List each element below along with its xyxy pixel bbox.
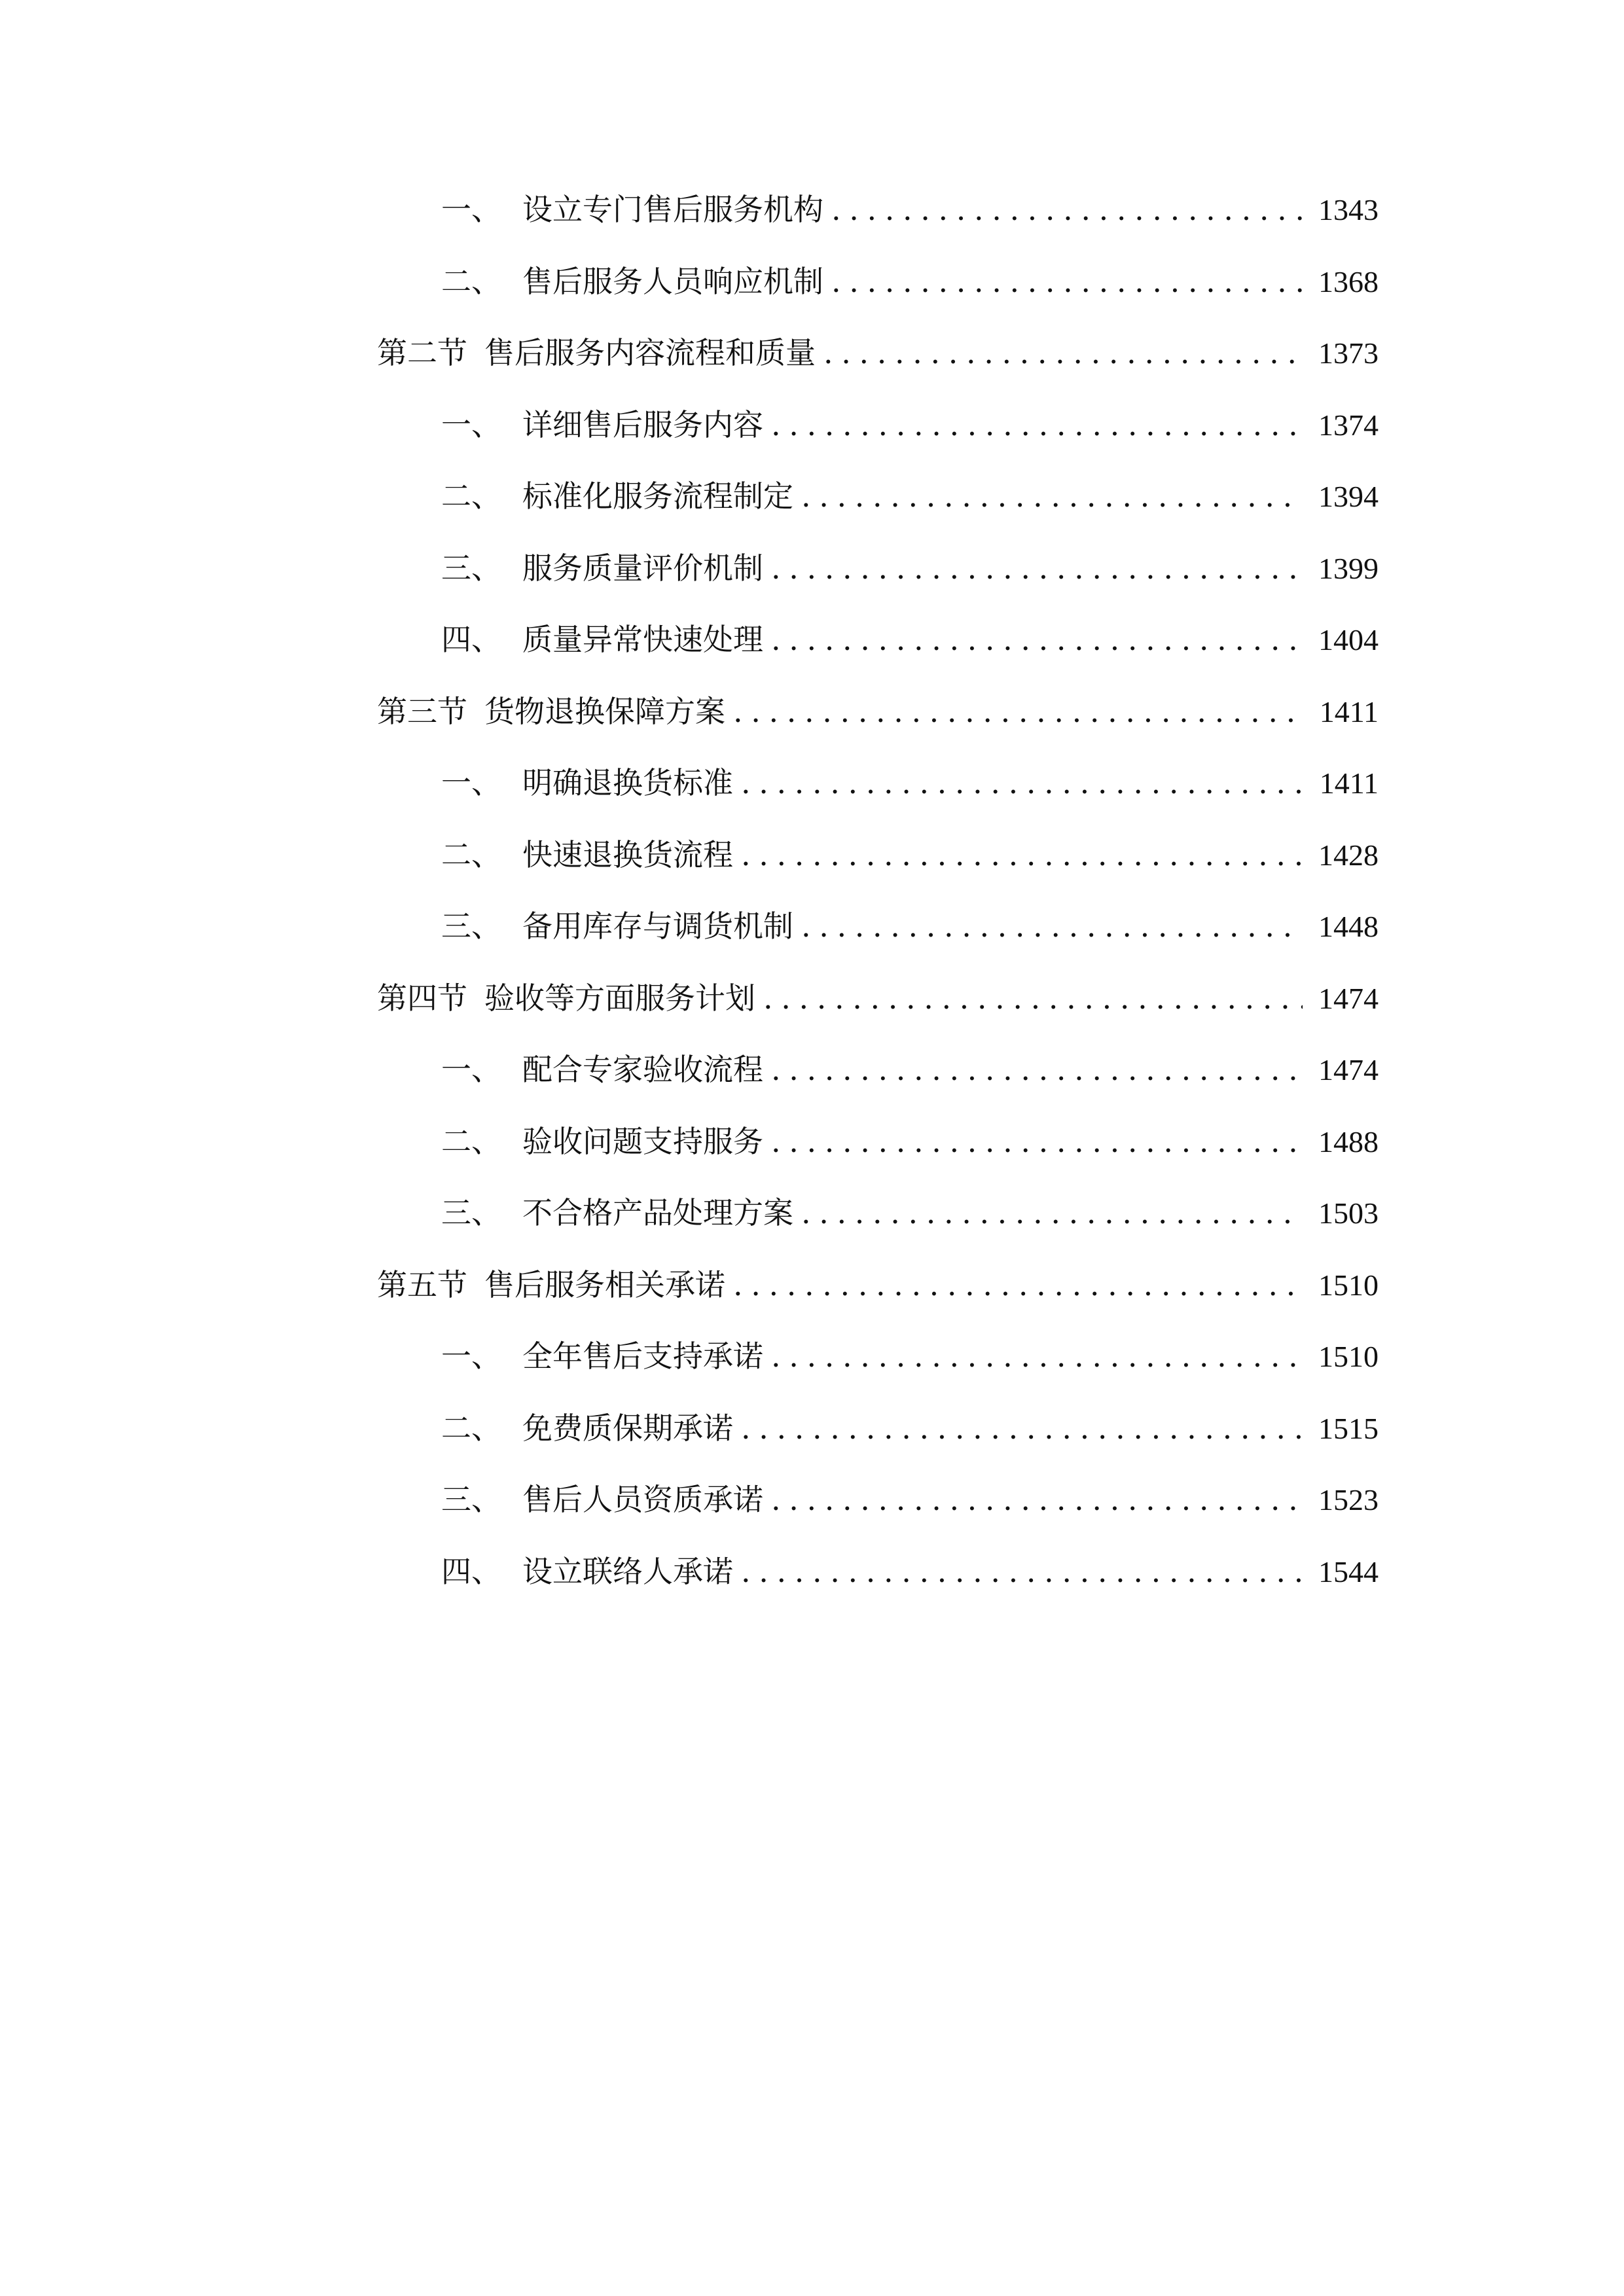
toc-section-number: 第四节 — [377, 980, 467, 1016]
toc-entry-title: 不合格产品处理方案 — [522, 1195, 793, 1230]
toc-section-entry[interactable] — [377, 692, 1379, 764]
toc-entry-number: 三、 — [441, 1482, 501, 1517]
dot-leader — [771, 405, 1303, 444]
toc-entry-title: 全年售后支持承诺 — [522, 1338, 763, 1374]
toc-entry-page: 1515 — [1318, 1411, 1379, 1445]
toc-entry-title: 质量异常快速处理 — [522, 622, 763, 657]
dot-leader — [831, 262, 1303, 301]
toc-entry-title: 验收问题支持服务 — [522, 1123, 763, 1159]
toc-section-entry[interactable] — [377, 1265, 1379, 1337]
toc-section-number: 第二节 — [377, 335, 467, 370]
toc-entry-number: 二、 — [441, 1410, 501, 1446]
toc-entry-number: 二、 — [441, 263, 501, 299]
toc-entry-number: 一、 — [441, 1052, 501, 1087]
dot-leader — [801, 906, 1303, 946]
toc-entry-number: 四、 — [441, 622, 501, 657]
toc-entry-page: 1368 — [1318, 264, 1379, 298]
toc-entry-number: 三、 — [441, 908, 501, 944]
dot-leader — [733, 1265, 1303, 1304]
toc-entry-title: 设立联络人承诺 — [522, 1553, 733, 1589]
toc-section-number: 第五节 — [377, 1266, 467, 1302]
toc-entry-number: 一、 — [441, 765, 501, 800]
dot-leader — [763, 978, 1303, 1018]
toc-entry-number: 三、 — [441, 550, 501, 586]
toc-entry-page: 1374 — [1318, 408, 1379, 442]
toc-entry-title: 快速退换货流程 — [522, 836, 733, 872]
toc-entry-page: 1474 — [1318, 1053, 1379, 1086]
toc-entry-page: 1523 — [1318, 1483, 1379, 1516]
toc-section-title: 货物退换保障方案 — [484, 693, 725, 729]
dot-leader — [831, 190, 1303, 229]
toc-entry-title: 备用库存与调货机制 — [522, 908, 793, 944]
toc-entry-page: 1343 — [1318, 193, 1379, 226]
toc-entry-page: 1544 — [1318, 1554, 1379, 1588]
dot-leader — [771, 1122, 1303, 1161]
toc-entry-number: 二、 — [441, 836, 501, 872]
toc-entry[interactable] — [377, 262, 1379, 334]
toc-entry-page: 1503 — [1318, 1196, 1379, 1230]
toc-entry[interactable] — [377, 1193, 1379, 1265]
toc-entry[interactable] — [377, 1122, 1379, 1194]
toc-entry[interactable] — [377, 1408, 1379, 1480]
dot-leader — [771, 548, 1303, 588]
toc-entry-title: 服务质量评价机制 — [522, 550, 763, 586]
toc-entry[interactable] — [377, 620, 1379, 692]
toc-entry-title: 详细售后服务内容 — [522, 406, 763, 442]
toc-entry-page: 1404 — [1318, 623, 1379, 656]
dot-leader — [741, 835, 1303, 874]
toc-entry-page: 1428 — [1318, 838, 1379, 872]
toc-entry-page: 1474 — [1318, 981, 1379, 1015]
toc-section-title: 售后服务相关承诺 — [484, 1266, 725, 1302]
dot-leader — [771, 1336, 1303, 1376]
toc-entry-page: 1373 — [1318, 336, 1379, 370]
toc-entry[interactable] — [377, 1336, 1379, 1408]
dot-leader — [823, 333, 1303, 372]
toc-entry[interactable] — [377, 476, 1379, 548]
dot-leader — [733, 692, 1303, 731]
toc-entry-title: 标准化服务流程制定 — [522, 478, 793, 514]
toc-entry-page: 1411 — [1319, 766, 1379, 800]
toc-entry-number: 一、 — [441, 406, 501, 442]
dot-leader — [741, 763, 1303, 802]
toc-entry[interactable] — [377, 763, 1379, 835]
toc-entry-title: 免费质保期承诺 — [522, 1410, 733, 1446]
toc-entry[interactable] — [377, 548, 1379, 620]
toc-entry-page: 1399 — [1318, 551, 1379, 585]
toc-entry-number: 三、 — [441, 1195, 501, 1230]
toc-entry-number: 一、 — [441, 1338, 501, 1374]
toc-entry[interactable] — [377, 190, 1379, 262]
toc-entry[interactable] — [377, 1050, 1379, 1122]
toc-entry[interactable] — [377, 405, 1379, 477]
dot-leader — [771, 620, 1303, 659]
toc-entry[interactable] — [377, 1480, 1379, 1552]
toc-section-entry[interactable] — [377, 333, 1379, 405]
toc-entry-number: 四、 — [441, 1553, 501, 1589]
toc-entry[interactable] — [377, 1552, 1379, 1624]
dot-leader — [741, 1552, 1303, 1591]
toc-entry-page: 1488 — [1318, 1124, 1379, 1158]
toc-entry[interactable] — [377, 835, 1379, 907]
dot-leader — [801, 476, 1303, 516]
toc-entry-page: 1510 — [1318, 1340, 1379, 1373]
toc-entry-title: 售后人员资质承诺 — [522, 1482, 763, 1517]
toc-entry-page: 1394 — [1318, 480, 1379, 513]
dot-leader — [801, 1193, 1303, 1232]
toc-section-title: 验收等方面服务计划 — [484, 980, 755, 1016]
toc-entry-number: 一、 — [441, 192, 501, 227]
toc-entry-page: 1448 — [1318, 910, 1379, 943]
toc-entry-title: 配合专家验收流程 — [522, 1052, 763, 1087]
toc-entry-title: 售后服务人员响应机制 — [522, 263, 823, 299]
toc-section-title: 售后服务内容流程和质量 — [484, 335, 816, 370]
dot-leader — [741, 1408, 1303, 1448]
toc-entry-page: 1510 — [1318, 1268, 1379, 1302]
toc-entry-title: 设立专门售后服务机构 — [522, 192, 823, 227]
dot-leader — [771, 1480, 1303, 1519]
toc-entry-page: 1411 — [1319, 694, 1379, 728]
dot-leader — [771, 1050, 1303, 1089]
toc-entry-title: 明确退换货标准 — [522, 765, 733, 800]
toc-section-entry[interactable] — [377, 978, 1379, 1050]
toc-entry[interactable] — [377, 906, 1379, 978]
toc-entry-number: 二、 — [441, 478, 501, 514]
toc-section-number: 第三节 — [377, 693, 467, 729]
toc-entry-number: 二、 — [441, 1123, 501, 1159]
table-of-contents — [377, 190, 1379, 1623]
